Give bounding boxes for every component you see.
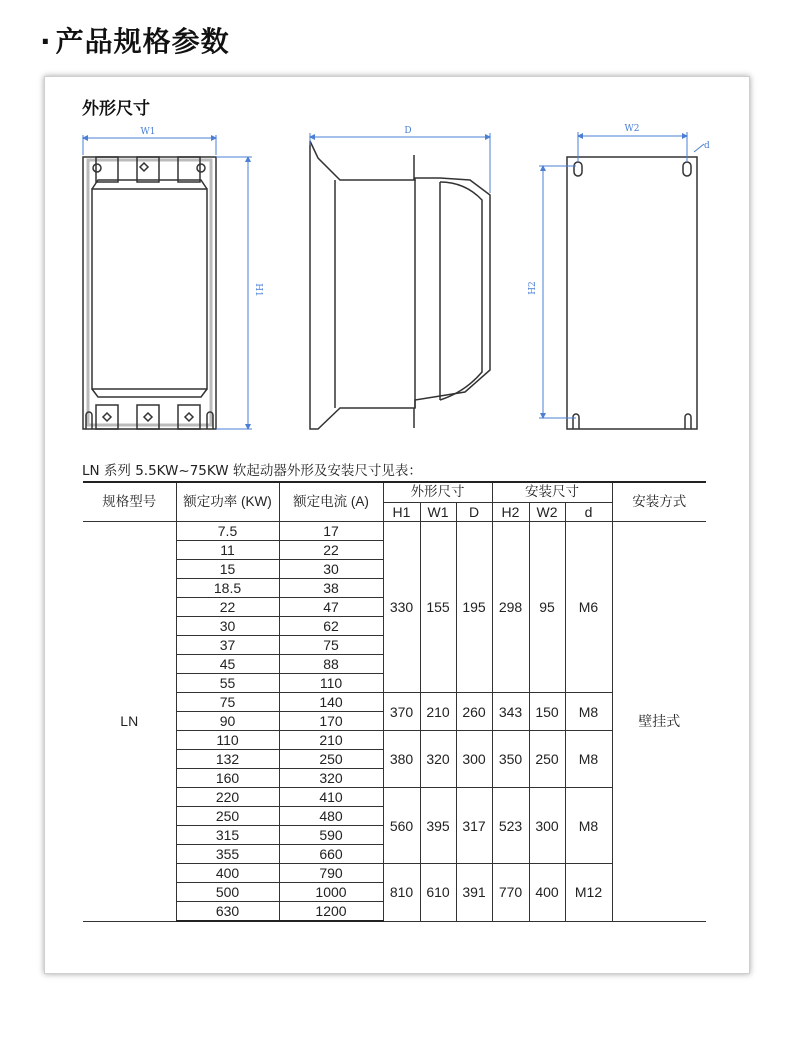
dd-cell: M8 bbox=[565, 788, 612, 864]
current-cell: 320 bbox=[279, 769, 383, 788]
power-cell: 110 bbox=[176, 731, 279, 750]
w1-cell: 610 bbox=[420, 864, 456, 922]
header-model: 规格型号 bbox=[83, 482, 176, 522]
power-cell: 15 bbox=[176, 560, 279, 579]
power-cell: 90 bbox=[176, 712, 279, 731]
d-label: D bbox=[404, 126, 412, 136]
power-cell: 250 bbox=[176, 807, 279, 826]
w2-cell: 250 bbox=[529, 731, 565, 788]
dd-cell: M8 bbox=[565, 731, 612, 788]
h2-cell: 350 bbox=[492, 731, 529, 788]
h1-cell: 380 bbox=[383, 731, 420, 788]
current-cell: 1000 bbox=[279, 883, 383, 902]
power-cell: 55 bbox=[176, 674, 279, 693]
dd-label: d bbox=[704, 141, 710, 151]
outline-drawings bbox=[0, 0, 790, 460]
header-power: 额定功率 (KW) bbox=[176, 482, 279, 522]
header-method: 安装方式 bbox=[612, 482, 706, 522]
header-d: D bbox=[456, 502, 492, 522]
side-view-drawing bbox=[310, 141, 490, 429]
h2-cell: 523 bbox=[492, 788, 529, 864]
w1-label: W1 bbox=[140, 127, 156, 137]
h1-cell: 370 bbox=[383, 693, 420, 731]
current-cell: 170 bbox=[279, 712, 383, 731]
d-cell: 195 bbox=[456, 522, 492, 693]
header-w2: W2 bbox=[529, 502, 565, 522]
power-cell: 355 bbox=[176, 845, 279, 864]
power-cell: 75 bbox=[176, 693, 279, 712]
table-caption: LN 系列 5.5KW~75KW 软起动器外形及安装尺寸见表： bbox=[82, 463, 422, 479]
d-cell: 391 bbox=[456, 864, 492, 922]
current-cell: 790 bbox=[279, 864, 383, 883]
h1-dimension bbox=[216, 157, 252, 429]
current-cell: 410 bbox=[279, 788, 383, 807]
current-cell: 30 bbox=[279, 560, 383, 579]
header-install: 安装尺寸 bbox=[492, 482, 612, 502]
power-cell: 160 bbox=[176, 769, 279, 788]
power-cell: 315 bbox=[176, 826, 279, 845]
w2-label: W2 bbox=[624, 124, 640, 134]
h1-cell: 560 bbox=[383, 788, 420, 864]
power-cell: 220 bbox=[176, 788, 279, 807]
w2-cell: 95 bbox=[529, 522, 565, 693]
page-title-text: 产品规格参数 bbox=[55, 25, 230, 58]
spec-table bbox=[83, 481, 706, 922]
current-cell: 140 bbox=[279, 693, 383, 712]
current-cell: 110 bbox=[279, 674, 383, 693]
h2-label: H2 bbox=[528, 281, 538, 295]
rear-view-drawing bbox=[567, 157, 697, 429]
header-outline: 外形尺寸 bbox=[383, 482, 492, 502]
header-current: 额定电流 (A) bbox=[279, 482, 383, 522]
power-cell: 30 bbox=[176, 617, 279, 636]
header-w1: W1 bbox=[420, 502, 456, 522]
w2-cell: 150 bbox=[529, 693, 565, 731]
current-cell: 1200 bbox=[279, 902, 383, 922]
power-cell: 45 bbox=[176, 655, 279, 674]
table-row bbox=[83, 522, 706, 541]
current-cell: 75 bbox=[279, 636, 383, 655]
title-dot: · bbox=[40, 25, 52, 58]
current-cell: 17 bbox=[279, 522, 383, 541]
dd-cell: M6 bbox=[565, 522, 612, 693]
d-cell: 260 bbox=[456, 693, 492, 731]
w1-cell: 320 bbox=[420, 731, 456, 788]
current-cell: 210 bbox=[279, 731, 383, 750]
d-cell: 300 bbox=[456, 731, 492, 788]
h1-label: H1 bbox=[253, 283, 263, 297]
h2-cell: 770 bbox=[492, 864, 529, 922]
current-cell: 250 bbox=[279, 750, 383, 769]
current-cell: 480 bbox=[279, 807, 383, 826]
h1-cell: 330 bbox=[383, 522, 420, 693]
current-cell: 88 bbox=[279, 655, 383, 674]
current-cell: 38 bbox=[279, 579, 383, 598]
power-cell: 18.5 bbox=[176, 579, 279, 598]
h2-cell: 343 bbox=[492, 693, 529, 731]
current-cell: 660 bbox=[279, 845, 383, 864]
w1-cell: 210 bbox=[420, 693, 456, 731]
method-cell: 壁挂式 bbox=[612, 522, 706, 922]
power-cell: 7.5 bbox=[176, 522, 279, 541]
w1-cell: 395 bbox=[420, 788, 456, 864]
current-cell: 47 bbox=[279, 598, 383, 617]
header-h2: H2 bbox=[492, 502, 529, 522]
model-cell: LN bbox=[83, 522, 176, 922]
power-cell: 400 bbox=[176, 864, 279, 883]
power-cell: 630 bbox=[176, 902, 279, 922]
dd-cell: M8 bbox=[565, 693, 612, 731]
power-cell: 11 bbox=[176, 541, 279, 560]
current-cell: 62 bbox=[279, 617, 383, 636]
power-cell: 22 bbox=[176, 598, 279, 617]
w1-dimension bbox=[83, 135, 216, 155]
header-h1: H1 bbox=[383, 502, 420, 522]
current-cell: 22 bbox=[279, 541, 383, 560]
section-title: 外形尺寸 bbox=[82, 99, 150, 119]
w2-cell: 400 bbox=[529, 864, 565, 922]
dd-cell: M12 bbox=[565, 864, 612, 922]
w1-cell: 155 bbox=[420, 522, 456, 693]
power-cell: 500 bbox=[176, 883, 279, 902]
d-cell: 317 bbox=[456, 788, 492, 864]
front-view-drawing bbox=[83, 157, 216, 429]
h1-cell: 810 bbox=[383, 864, 420, 922]
current-cell: 590 bbox=[279, 826, 383, 845]
h2-cell: 298 bbox=[492, 522, 529, 693]
header-dd: d bbox=[565, 502, 612, 522]
w2-cell: 300 bbox=[529, 788, 565, 864]
power-cell: 132 bbox=[176, 750, 279, 769]
power-cell: 37 bbox=[176, 636, 279, 655]
